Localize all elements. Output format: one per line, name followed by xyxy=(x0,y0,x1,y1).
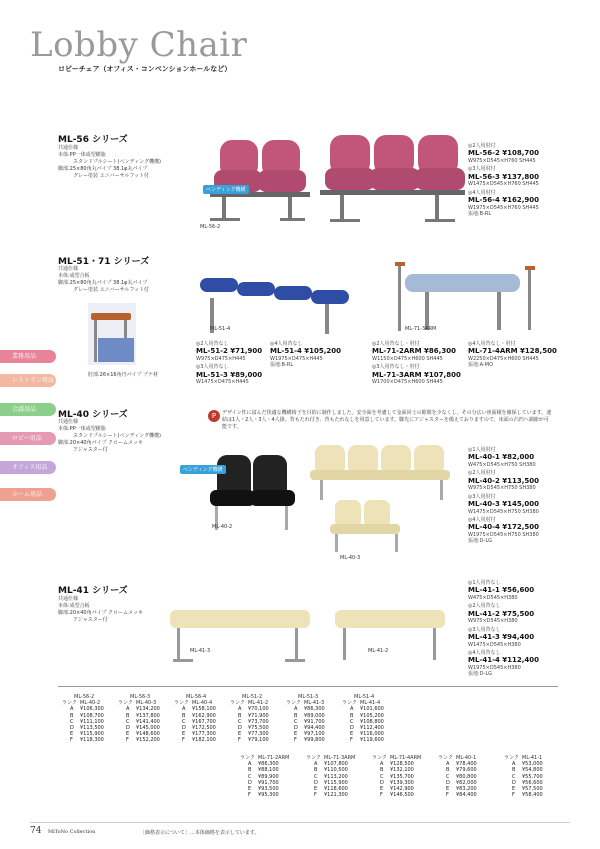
ml71-price-list-c: ◎2人用背なし・肘付 ML-71-2ARM ¥86,300 W1150×D475×H600 SH445 ◎3人用背なし・肘付 ML-71-3ARM ¥107,800 W1700×D475×H600 SH445 xyxy=(372,341,461,386)
table-row: B ¥105,200 xyxy=(350,712,384,719)
table-row: B ¥137,800 xyxy=(126,712,160,719)
table-row: E ¥83,200 xyxy=(446,786,477,793)
table-row: B ¥162,900 xyxy=(182,712,216,719)
table-row: F ¥118,300 xyxy=(70,737,104,744)
rank-table-sub-model: ML-40-3 xyxy=(136,700,157,707)
table-row: D ¥139,300 xyxy=(380,779,414,786)
table-row: B ¥110,500 xyxy=(314,767,348,774)
table-row: E ¥116,000 xyxy=(350,731,384,738)
ml5171-leg-note: 肘部:26×16角円パイプ プナ材 xyxy=(88,372,159,378)
table-row: F ¥121,300 xyxy=(314,792,348,799)
rank-table-row2-4 xyxy=(438,755,488,798)
rank-label: ランク xyxy=(342,700,357,707)
table-row: A ¥86,300 xyxy=(294,706,325,713)
rank-table-row1-6 xyxy=(342,694,392,744)
table-row: A ¥70,100 xyxy=(238,706,269,713)
rank-table-row2-5 xyxy=(504,755,554,798)
ml71-price-list-d: ◎4人用背なし・肘付 ML-71-4ARM ¥128,500 W2250×D475×H600 SH445 張地:A-MO xyxy=(468,341,557,369)
table-row: B ¥54,800 xyxy=(512,767,543,774)
rank-table-model: ML-71-2ARM xyxy=(258,755,290,761)
table-row: E ¥57,500 xyxy=(512,786,543,793)
table-row: D ¥94,400 xyxy=(294,725,325,732)
page-subtitle: ロビーチェア（オフィス・コンベンションホールなど） xyxy=(58,65,232,73)
rank-table-sub-model: ML-40-4 xyxy=(192,700,213,707)
rank-table-row2-2 xyxy=(306,755,356,798)
table-row: C ¥89,900 xyxy=(248,773,279,780)
table-row: C ¥73,700 xyxy=(238,718,269,725)
table-row: B ¥108,700 xyxy=(70,712,104,719)
rank-table-row2-1 xyxy=(240,755,290,798)
table-row: E ¥118,600 xyxy=(314,786,348,793)
rank-label: ランク xyxy=(438,755,453,761)
table-row: E ¥177,300 xyxy=(182,731,216,738)
table-row: A ¥101,600 xyxy=(350,706,384,713)
ml56-photo xyxy=(170,120,470,235)
ml51-price-list-b: ◎4人用背なし ML-51-4 ¥105,200 W1975×D475×H445 張地:B-RL xyxy=(270,341,342,369)
table-row: B ¥71,900 xyxy=(238,712,269,719)
rank-table-model: ML-56-2 xyxy=(74,694,95,700)
rank-table-model: ML-56-3 xyxy=(130,694,151,700)
ml56-photo-label: ML-56-2 xyxy=(200,224,221,230)
table-row: F ¥79,100 xyxy=(238,737,269,744)
ml71-3arm-bench-image xyxy=(395,262,535,331)
rank-table-row1-2 xyxy=(118,694,168,744)
table-row: A ¥86,300 xyxy=(248,761,279,768)
rank-label: ランク xyxy=(230,700,245,707)
rank-table-model: ML-40-1 xyxy=(456,755,477,761)
rank-label: ランク xyxy=(286,700,301,707)
rank-table-model: ML-56-4 xyxy=(186,694,207,700)
table-row: B ¥132,100 xyxy=(380,767,414,774)
table-row: B ¥88,100 xyxy=(248,767,279,774)
table-row: C ¥141,400 xyxy=(126,718,160,725)
rank-label: ランク xyxy=(372,755,387,761)
ml40-pending-badge: ペンディング機構 xyxy=(180,465,226,474)
rank-table-model: ML-51-3 xyxy=(298,694,319,700)
footer-divider xyxy=(30,822,570,823)
table-row: A ¥107,800 xyxy=(314,761,348,768)
ml56-spec: 共通仕様 本体:PP一体成型樹脂 スタンドプルシート(ペンディング機構) 脚部:25×80角丸パイプ 38.1φ丸パイプ グレー塗装 ユニバーサルフット付 xyxy=(58,145,161,179)
table-row: D ¥82,000 xyxy=(446,779,477,786)
ml40-4-chair-image xyxy=(310,445,450,500)
table-row: B ¥89,000 xyxy=(294,712,325,719)
ml41-series-title: ML-41 シリーズ xyxy=(58,586,128,596)
side-tab-1[interactable]: 業務用品 xyxy=(0,350,56,363)
ml40-2-photo-label: ML-40-2 xyxy=(212,524,233,530)
ml56-pending-badge: ペンディング機構 xyxy=(203,185,249,194)
table-row: F ¥84,400 xyxy=(446,792,477,799)
side-tab-6[interactable]: ホーム用品 xyxy=(0,488,56,501)
table-row: D ¥91,700 xyxy=(248,779,279,786)
side-tab-4[interactable]: ロビー用品 xyxy=(0,432,56,445)
ml41-price-list: ◎1人用背なし ML-41-1 ¥56,600 W475×D545×H380 ◎2人用背なし ML-41-2 ¥75,500 W975×D545×H380 ◎3人用背なし ML-41-3 ¥94,400 W1475×D545×H380 ◎4人用背なし ML-41-4 ¥112,400 W1975×D545×H380 張地:D-LG xyxy=(468,580,540,678)
table-row: F ¥119,600 xyxy=(350,737,384,744)
page-title: Lobby Chair xyxy=(30,25,248,65)
rank-table-model: ML-51-4 xyxy=(354,694,375,700)
table-row: A ¥53,000 xyxy=(512,761,543,768)
rank-label: ランク xyxy=(504,755,519,761)
ml40-3-chair-image xyxy=(330,500,400,552)
table-row: D ¥172,500 xyxy=(182,725,216,732)
table-row: F ¥146,500 xyxy=(380,792,414,799)
side-tab-5[interactable]: オフィス用品 xyxy=(0,461,56,474)
ml5171-series-title: ML-51・71 シリーズ xyxy=(58,257,150,267)
table-row: E ¥148,600 xyxy=(126,731,160,738)
rank-label: ランク xyxy=(174,700,189,707)
table-row: E ¥93,500 xyxy=(248,786,279,793)
table-row: A ¥78,400 xyxy=(446,761,477,768)
ml40-spec: 共通仕様 本体:PP一体成型樹脂 スタンドプルシート(ペンディング機構) 脚部:20×40角パイプ クロームメッキ アジャスター付 xyxy=(58,419,161,453)
table-row: C ¥55,700 xyxy=(512,773,543,780)
ml41-photo xyxy=(165,595,455,675)
table-row: C ¥108,800 xyxy=(350,718,384,725)
table-row: D ¥115,900 xyxy=(314,779,348,786)
side-tab-3[interactable]: 会議用品 xyxy=(0,403,56,416)
ml56-price-list: ◎2人用肘付 ML-56-2 ¥108,700 W975×D545×H760 SH445 ◎3人用肘付 ML-56-3 ¥137,800 W1475×D545×H760 SH445 ◎4人用肘付 ML-56-4 ¥162,900 W1975×D545×H760 SH445 張地:B-RL xyxy=(468,143,540,217)
table-row: C ¥135,700 xyxy=(380,773,414,780)
rank-table-row1-4 xyxy=(230,694,280,744)
table-row: F ¥99,800 xyxy=(294,737,325,744)
table-row: E ¥77,300 xyxy=(238,731,269,738)
table-row: A ¥158,100 xyxy=(182,706,216,713)
rank-table-row2-3 xyxy=(372,755,422,798)
table-row: E ¥97,100 xyxy=(294,731,325,738)
page-number: 74 xyxy=(30,826,42,836)
table-row: C ¥80,800 xyxy=(446,773,477,780)
rank-table-sub-model: ML-40-2 xyxy=(80,700,101,707)
table-row: F ¥152,200 xyxy=(126,737,160,744)
rank-table-sub-model: ML-41-3 xyxy=(304,700,325,707)
ml41-3-bench-image xyxy=(170,610,310,662)
ml5171-photo xyxy=(185,258,550,338)
ml56-2-chair-image xyxy=(210,140,310,221)
table-row: C ¥91,700 xyxy=(294,718,325,725)
ml41-2-photo-label: ML-41-2 xyxy=(368,648,389,654)
ml41-spec: 共通仕様 本体:成型合板 脚部:20×40角パイプ クロームメッキ アジャスター付 xyxy=(58,596,144,623)
rank-label: ランク xyxy=(306,755,321,761)
rank-table-model: ML-41-1 xyxy=(522,755,543,761)
ml5171-armrest-detail-image xyxy=(88,303,136,365)
table-row: D ¥56,600 xyxy=(512,779,543,786)
ml40-photo xyxy=(185,440,455,560)
table-row: D ¥75,500 xyxy=(238,725,269,732)
rank-label: ランク xyxy=(118,700,133,707)
ml56-series-title: ML-56 シリーズ xyxy=(58,135,128,145)
table-row: C ¥167,700 xyxy=(182,718,216,725)
point-icon: P xyxy=(208,410,220,422)
ml5171-spec: 共通仕様 本体:成型合板 脚部:25×80角丸パイプ 38.1φ丸パイプ グレー塗装 ユニバーサルフット付 xyxy=(58,266,149,293)
footer-note: ［価格表示について］…本体価格を表示しています。 xyxy=(140,830,260,836)
table-row: D ¥112,400 xyxy=(350,725,384,732)
table-row: D ¥113,500 xyxy=(70,725,104,732)
rank-table-row1-3 xyxy=(174,694,224,744)
table-divider xyxy=(58,686,558,687)
footer-brand: MiToNo Collection xyxy=(48,829,96,835)
ml41-3-photo-label: ML-41-3 xyxy=(190,648,211,654)
ml40-price-list: ◎1人用肘付 ML-40-1 ¥82,000 W475×D545×H750 SH380 ◎2人用肘付 ML-40-2 ¥113,500 W975×D545×H750 SH380 ◎3人用肘付 ML-40-3 ¥145,000 W1475×D545×H750 SH380 ◎4人用肘付 ML-40-4 ¥172,500 W1975×D545×H750 SH380 張地:D-LG xyxy=(468,447,540,545)
ml40-series-title: ML-40 シリーズ xyxy=(58,410,128,420)
table-row: A ¥134,200 xyxy=(126,706,160,713)
ml56-3-chair-image xyxy=(320,135,465,222)
ml71-photo-label: ML-71-3ARM xyxy=(405,326,437,332)
rank-table-model: ML-51-2 xyxy=(242,694,263,700)
rank-table-sub-model: ML-41-2 xyxy=(248,700,269,707)
table-row: F ¥58,400 xyxy=(512,792,543,799)
rank-table-row1-1 xyxy=(62,694,112,744)
table-row: E ¥115,900 xyxy=(70,731,104,738)
table-row: A ¥106,300 xyxy=(70,706,104,713)
ml40-description: デザイン性に富んだ快適な機構椅子を目的に制作しました。安全面を考慮して金面同士の隙間を少なくし、その分広い座面積を確保しています。連結は1人・2人・3人・4人掛。背もたれ付き、背もたれなしを用意しています。脚先にアジャスターを備えておりますので、床面の凸凹へ調節が可能です。 xyxy=(222,410,552,430)
ml41-2-bench-image xyxy=(335,610,445,660)
rank-table-sub-model: ML-41-4 xyxy=(360,700,381,707)
table-row: F ¥95,300 xyxy=(248,792,279,799)
table-row: D ¥145,000 xyxy=(126,725,160,732)
table-row: F ¥182,100 xyxy=(182,737,216,744)
rank-label: ランク xyxy=(62,700,77,707)
ml51-photo-label: ML-51-4 xyxy=(210,326,231,332)
table-row: A ¥128,500 xyxy=(380,761,414,768)
table-row: B ¥79,600 xyxy=(446,767,477,774)
side-tab-2[interactable]: レストラン用品 xyxy=(0,374,56,387)
rank-table-row1-5 xyxy=(286,694,336,744)
table-row: E ¥142,900 xyxy=(380,786,414,793)
table-row: C ¥113,200 xyxy=(314,773,348,780)
ml51-price-list-a: ◎2人用背なし ML-51-2 ¥71,900 W975×D475×H445 ◎3人用背なし ML-51-3 ¥89,000 W1475×D475×H445 xyxy=(196,341,263,386)
rank-table-model: ML-71-4ARM xyxy=(390,755,422,761)
ml40-3-photo-label: ML-40-3 xyxy=(340,555,361,561)
table-row: C ¥111,100 xyxy=(70,718,104,725)
rank-label: ランク xyxy=(240,755,255,761)
rank-table-model: ML-71-3ARM xyxy=(324,755,356,761)
